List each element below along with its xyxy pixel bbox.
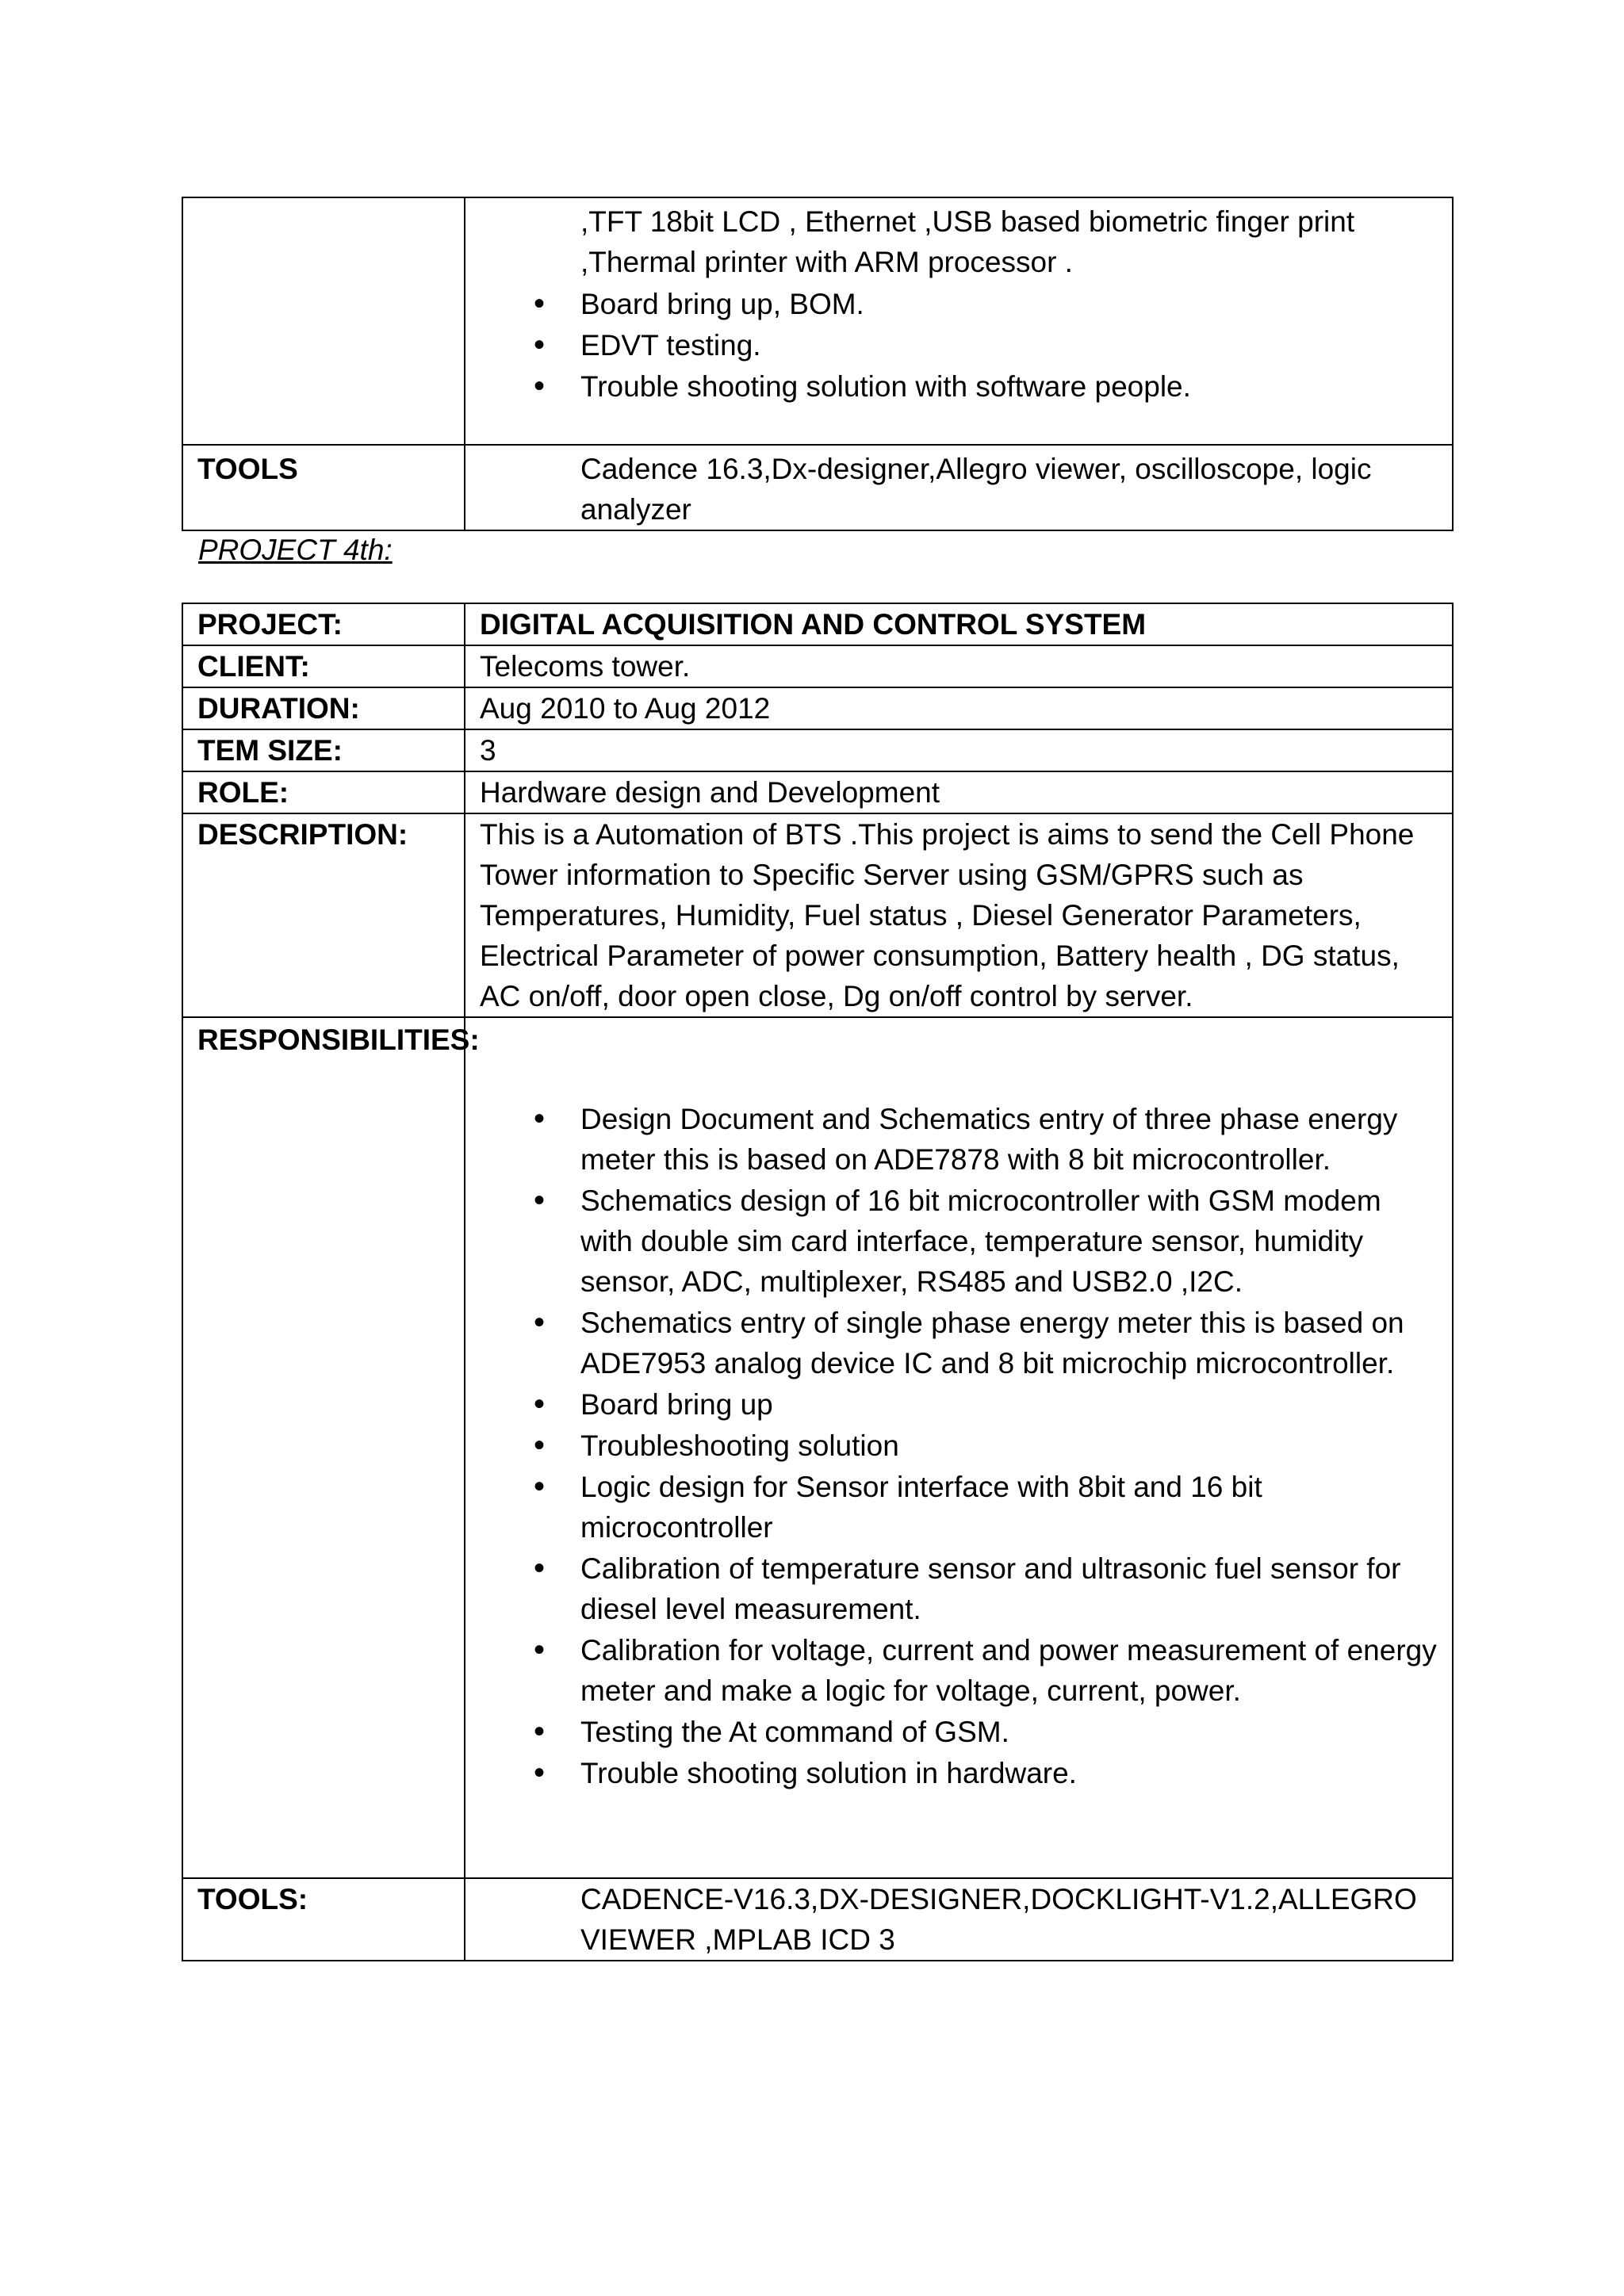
description-value: This is a Automation of BTS .This project is aims to send the Cell Phone Tower information to Specific Server using GSM/GPRS such as Temperatures, Humidity, Fuel status , Diesel Generator Parameters, Electrical Parameter of power consumption, Battery health , DG status, AC on/off, door open close, Dg on/off control by server. [465, 813, 1453, 1017]
list-item: • Troubleshooting solution [480, 1425, 1439, 1466]
list-item: • Design Document and Schematics entry of three phase energy meter this is based on ADE7878 with 8 bit microcontroller. [480, 1099, 1439, 1180]
project-caption: PROJECT 4th: [198, 534, 393, 566]
continued-line: ,Thermal printer with ARM processor . [580, 246, 1073, 278]
previous-project-table [182, 197, 1454, 531]
list-item: • Schematics entry of single phase energy meter this is based on ADE7953 analog device IC and 8 bit microchip microcontroller. [480, 1303, 1439, 1383]
role-label: ROLE: [182, 771, 465, 813]
client-value: Telecoms tower. [465, 645, 1453, 687]
client-label: CLIENT: [182, 645, 465, 687]
bullet-list [480, 284, 1439, 407]
table-row [182, 729, 1453, 771]
table-row [182, 1878, 1453, 1961]
table-row [182, 1017, 1453, 1878]
responsibilities-label: RESPONSIBILITIES: [182, 1017, 465, 1878]
tools-label: TOOLS [182, 445, 465, 530]
table-row [182, 645, 1453, 687]
project-label: PROJECT: [182, 603, 465, 645]
tools-value-cell [465, 445, 1453, 530]
empty-label-cell [182, 197, 465, 445]
table-row [182, 445, 1453, 530]
role-value: Hardware design and Development [465, 771, 1453, 813]
list-item: • Logic design for Sensor interface with 8bit and 16 bit microcontroller [480, 1467, 1439, 1548]
list-item: • Testing the At command of GSM. [480, 1712, 1439, 1752]
tools-label: TOOLS: [182, 1878, 465, 1961]
tools-value: Cadence 16.3,Dx-designer,Allegro viewer, oscilloscope, logic analyzer [580, 453, 1372, 526]
list-item: • EDVT testing. [480, 325, 1439, 365]
table-row [182, 813, 1453, 1017]
responsibilities-cell [465, 1017, 1453, 1878]
team-size-label: TEM SIZE: [182, 729, 465, 771]
list-item: • Board bring up [480, 1384, 1439, 1425]
description-label: DESCRIPTION: [182, 813, 465, 1017]
list-item: • Trouble shooting solution with software people. [480, 366, 1439, 407]
table-row [182, 771, 1453, 813]
table-row [182, 603, 1453, 645]
duration-value: Aug 2010 to Aug 2012 [465, 687, 1453, 729]
table-row [182, 197, 1453, 445]
list-item: • Calibration for voltage, current and power measurement of energy meter and make a logic for voltage, current, power. [480, 1630, 1439, 1711]
responsibilities-list [480, 1099, 1439, 1793]
list-item: • Board bring up, BOM. [480, 284, 1439, 324]
list-item: • Calibration of temperature sensor and ultrasonic fuel sensor for diesel level measurement. [480, 1548, 1439, 1629]
tools-value: CADENCE-V16.3,DX-DESIGNER,DOCKLIGHT-V1.2,ALLEGRO VIEWER ,MPLAB ICD 3 [580, 1883, 1417, 1956]
project-value: DIGITAL ACQUISITION AND CONTROL SYSTEM [465, 603, 1453, 645]
tools-value-cell [465, 1878, 1453, 1961]
table-row [182, 687, 1453, 729]
list-item: • Trouble shooting solution in hardware. [480, 1753, 1439, 1793]
duration-label: DURATION: [182, 687, 465, 729]
project-table [182, 603, 1454, 1961]
team-size-value: 3 [465, 729, 1453, 771]
continued-line: ,TFT 18bit LCD , Ethernet ,USB based biometric finger print [580, 205, 1355, 238]
continued-details-cell [465, 197, 1453, 445]
list-item: • Schematics design of 16 bit microcontroller with GSM modem with double sim card interface, temperature sensor, humidity sensor, ADC, multiplexer, RS485 and USB2.0 ,I2C. [480, 1181, 1439, 1302]
